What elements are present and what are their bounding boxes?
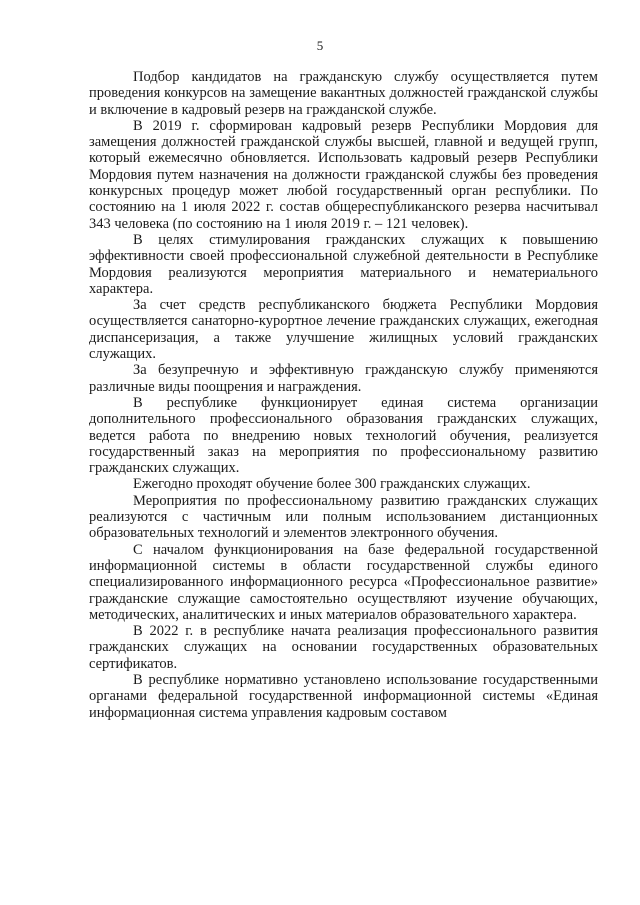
- paragraph-information-system: В республике нормативно установлено использование государственными органами федеральной государственной информационной системы «Единая информационная система управления кадровым составом: [89, 671, 598, 721]
- paragraph-information-resource: С началом функционирования на базе федеральной государственной информационной системы в области государственной службы единого специализированного информационного ресурса «Профессиональное развитие» гражданские служащие самостоятельно осуществляют изучение обучающих, методических, аналитических и иных материалов образовательного характера.: [89, 541, 598, 623]
- paragraph-personnel-reserve: В 2019 г. сформирован кадровый резерв Республики Мордовия для замещения должностей гражданской службы высшей, главной и ведущей групп, который ежемесячно обновляется. Использовать кадровый резерв Республики Мордовия путем назначения на должности гражданской службы без проведения конкурсных процедур может любой государственный орган республики. По состоянию на 1 июля 2022 г. состав общереспубликанского резерва насчитывал 343 человека (по состоянию на 1 июля 2019 г. – 121 человек).: [89, 117, 598, 232]
- document-body: [89, 69, 598, 721]
- paragraph-distance-learning: Мероприятия по профессиональному развитию гражданских служащих реализуются с частичным или полным использованием дистанционных образовательных технологий и элементов электронного обучения.: [89, 492, 598, 542]
- paragraph-awards: За безупречную и эффективную гражданскую службу применяются различные виды поощрения и награждения.: [89, 362, 598, 395]
- paragraph-annual-training: Ежегодно проходят обучение более 300 гражданских служащих.: [133, 476, 531, 493]
- paragraph-candidate-selection: Подбор кандидатов на гражданскую службу осуществляется путем проведения конкурсов на замещение вакантных должностей гражданской службы и включение в кадровый резерв на гражданской службе.: [89, 69, 598, 118]
- page-number: 5: [316, 38, 324, 53]
- paragraph-education-system: В республике функционирует единая система организации дополнительного профессионального образования гражданских служащих, ведется работа по внедрению новых технологий обучения, реализуется государственный заказ на мероприятия по профессиональному развитию гражданских служащих.: [89, 394, 598, 477]
- paragraph-budget-benefits: За счет средств республиканского бюджета Республики Мордовия осуществляется санаторно-курортное лечение гражданских служащих, ежегодная диспансеризация, а также улучшение жилищных условий гражданских служащих.: [89, 297, 598, 363]
- paragraph-education-certificates: В 2022 г. в республике начата реализация профессионального развития гражданских служащих на основании государственных образовательных сертификатов.: [89, 623, 598, 672]
- paragraph-incentives: В целях стимулирования гражданских служащих к повышению эффективности своей профессиональной служебной деятельности в Республике Мордовия реализуются мероприятия материального и нематериального характера.: [89, 231, 598, 297]
